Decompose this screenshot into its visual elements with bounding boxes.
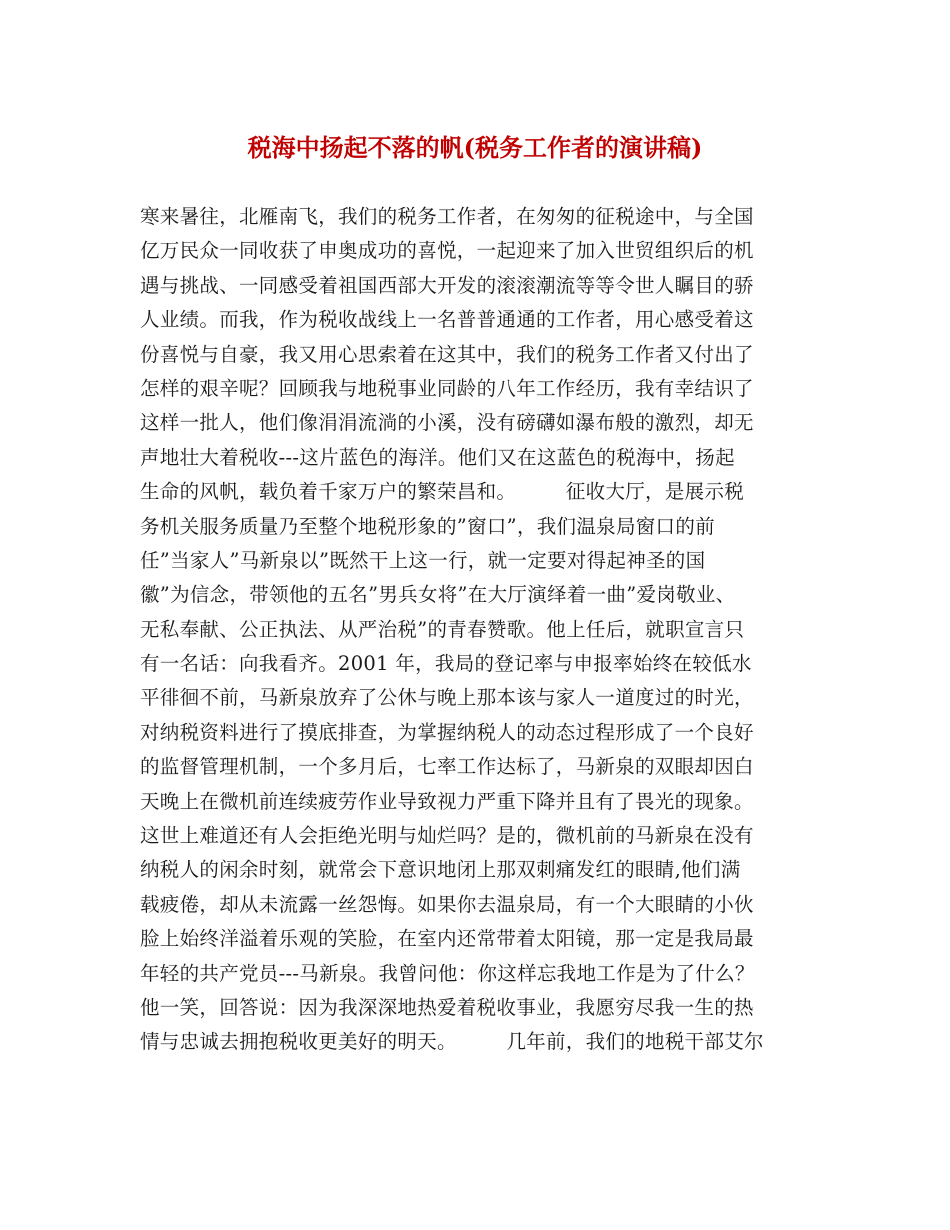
text-line: 有一名话：向我看齐。2001 年，我局的登记率与申报率始终在较低水 [140, 652, 752, 676]
text-line: 对纳税资料进行了摸底排查，为掌握纳税人的动态过程形成了一个良好 [140, 720, 754, 744]
text-line: 纳税人的闲余时刻，就常会下意识地闭上那双刺痛发红的眼睛,他们满 [140, 858, 741, 882]
text-line: 他一笑，回答说：因为我深深地热爱着税收事业，我愿穷尽我一生的热 [140, 995, 754, 1019]
text-line: 人业绩。而我，作为税收战线上一名普普通通的工作者，用心感受着这 [140, 308, 754, 332]
text-line: 平徘徊不前，马新泉放弃了公休与晚上那本该与家人一道度过的时光， [140, 686, 754, 710]
text-line: 声地壮大着税收---这片蓝色的海洋。他们又在这蓝色的税海中，扬起 [140, 445, 735, 469]
text-line: 的监督管理机制，一个多月后，七率工作达标了，马新泉的双眼却因白 [140, 755, 754, 779]
text-line: 年轻的共产党员---马新泉。我曾问他：你这样忘我地工作是为了什么？ [140, 961, 755, 985]
text-line: 徽”为信念，带领他的五名”男兵女将”在大厅演绎着一曲”爱岗敬业、 [140, 583, 736, 607]
text-line: 这样一批人，他们像涓涓流淌的小溪，没有磅礴如瀑布般的激烈，却无 [140, 411, 754, 435]
text-line: 遇与挑战、一同感受着祖国西部大开发的滚滚潮流等等令世人瞩目的骄 [140, 273, 754, 297]
text-line: 务机关服务质量乃至整个地税形象的”窗口”，我们温泉局窗口的前 [140, 514, 715, 538]
text-line: 脸上始终洋溢着乐观的笑脸，在室内还常带着太阳镜，那一定是我局最 [140, 927, 754, 951]
text-line: 这世上难道还有人会拒绝光明与灿烂吗？是的，微机前的马新泉在没有 [140, 824, 754, 848]
page-title: 税海中扬起不落的帆(税务工作者的演讲稿) [247, 133, 703, 162]
text-line: 情与忠诚去拥抱税收更美好的明天。 几年前，我们的地税干部艾尔 [140, 1030, 764, 1054]
speech-body [140, 200, 830, 1060]
text-line: 任”当家人”马新泉以”既然干上这一行，就一定要对得起神圣的国 [140, 548, 706, 572]
text-line: 怎样的艰辛呢？回顾我与地税事业同龄的八年工作经历，我有幸结识了 [140, 376, 754, 400]
text-line: 载疲倦，却从未流露一丝怨悔。如果你去温泉局，有一个大眼睛的小伙 [140, 892, 754, 916]
text-line: 寒来暑往，北雁南飞，我们的税务工作者，在匆匆的征税途中，与全国 [140, 205, 754, 228]
text-line: 亿万民众一同收获了申奥成功的喜悦，一起迎来了加入世贸组织后的机 [140, 239, 754, 263]
text-line: 生命的风帆，载负着千家万户的繁荣昌和。 征收大厅，是展示税 [140, 480, 745, 504]
text-line: 份喜悦与自豪，我又用心思索着在这其中，我们的税务工作者又付出了 [140, 342, 754, 366]
text-line: 无私奉献、公正执法、从严治税”的青春赞歌。他上任后，就职宣言只 [140, 617, 745, 641]
text-line: 天晚上在微机前连续疲劳作业导致视力严重下降并且有了畏光的现象。 [140, 789, 754, 813]
